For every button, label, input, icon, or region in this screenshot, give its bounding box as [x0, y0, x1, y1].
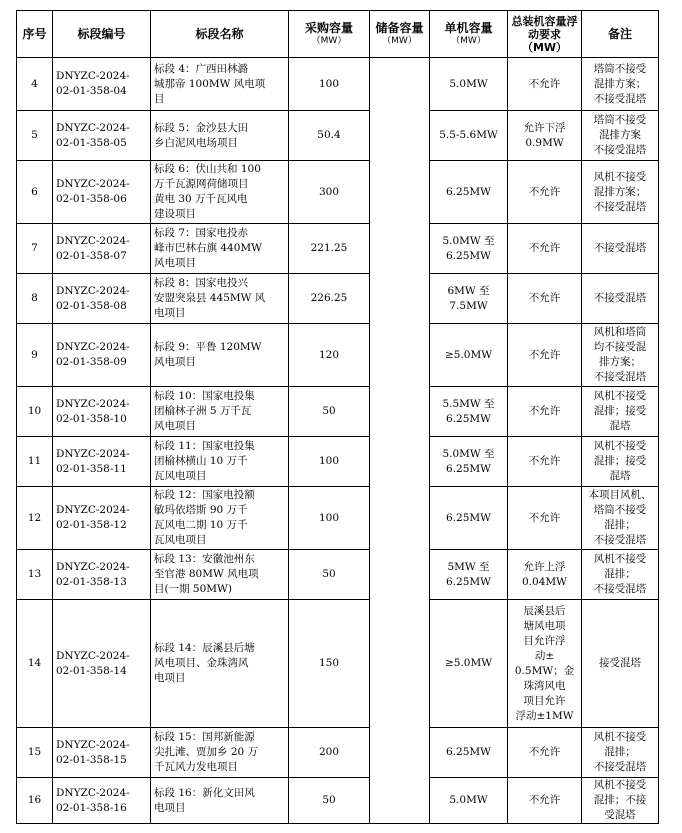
cell-name: 标段 12：国家电投额 敏玛依塔斯 90 万千 瓦风电二期 10 万千 瓦风电项目 — [151, 487, 289, 550]
cell-unit-capacity: 5.0MW 至 6.25MW — [430, 224, 508, 274]
cell-code: DNYZC-2024- 02-01-358-13 — [53, 550, 151, 600]
cell-note: 风机不接受 混排；接受 混塔 — [582, 437, 659, 487]
cell-unit-capacity: 6.25MW — [430, 728, 508, 778]
cell-unit-capacity: ≥5.0MW — [430, 324, 508, 387]
cell-seq: 16 — [17, 778, 53, 824]
table-row — [17, 600, 659, 728]
col-header-purchase — [289, 11, 370, 58]
cell-seq: 4 — [17, 58, 53, 111]
storage-unit: （MW） — [382, 36, 417, 46]
cell-float: 不允许 — [508, 437, 582, 487]
col-header-code: 标段编号 — [53, 11, 151, 58]
cell-unit-capacity: 5MW 至 6.25MW — [430, 550, 508, 600]
cell-seq: 6 — [17, 161, 53, 224]
cell-name: 标段 10：国家电投集 团榆林子洲 5 万千瓦 风电项目 — [151, 387, 289, 437]
col-header-unit-capacity — [430, 11, 508, 58]
cell-note: 塔筒不接受 混排方案； 不接受混塔 — [582, 58, 659, 111]
cell-seq: 7 — [17, 224, 53, 274]
cell-code: DNYZC-2024- 02-01-358-08 — [53, 274, 151, 324]
cell-purchase: 120 — [289, 324, 370, 387]
cell-purchase: 50 — [289, 550, 370, 600]
cell-name: 标段 15：国邦新能源 尖扎滩、贾加乡 20 万 千瓦风力发电项目 — [151, 728, 289, 778]
purchase-label: 采购容量 — [304, 21, 353, 35]
cell-name: 标段 4：广西田林潞 城那帝 100MW 风电项 目 — [151, 58, 289, 111]
cell-name: 标段 16：新化文田风 电项目 — [151, 778, 289, 824]
table-row — [17, 111, 659, 161]
cell-seq: 9 — [17, 324, 53, 387]
cell-seq: 11 — [17, 437, 53, 487]
cell-unit-capacity: 5.0MW 至 6.25MW — [430, 437, 508, 487]
col-header-storage — [370, 11, 430, 58]
cell-note: 塔筒不接受 混排方案 不接受混塔 — [582, 111, 659, 161]
unit-capacity-label: 单机容量 — [444, 21, 493, 35]
cell-name: 标段 8：国家电投兴 安盟突泉县 445MW 风 电项目 — [151, 274, 289, 324]
table-row — [17, 728, 659, 778]
cell-unit-capacity: ≥5.0MW — [430, 600, 508, 728]
cell-unit-capacity: 6MW 至 7.5MW — [430, 274, 508, 324]
cell-float: 不允许 — [508, 224, 582, 274]
cell-name: 标段 6：伏山共和 100 万千瓦源网荷储项目 黄电 30 万千瓦风电 建设项目 — [151, 161, 289, 224]
col-header-name: 标段名称 — [151, 11, 289, 58]
table-row — [17, 274, 659, 324]
cell-float: 允许下浮 0.9MW — [508, 111, 582, 161]
cell-note: 本项目风机、 塔筒不接受 混排； 不接受混塔 — [582, 487, 659, 550]
cell-name: 标段 11：国家电投集 团榆林横山 10 万千 瓦风电项目 — [151, 437, 289, 487]
cell-code: DNYZC-2024- 02-01-358-10 — [53, 387, 151, 437]
table-row — [17, 778, 659, 824]
cell-float: 不允许 — [508, 324, 582, 387]
cell-purchase: 100 — [289, 487, 370, 550]
cell-name: 标段 13：安徽池州东 至官港 80MW 风电项 目(一期 50MW) — [151, 550, 289, 600]
table-row — [17, 58, 659, 111]
cell-float: 允许上浮 0.04MW — [508, 550, 582, 600]
table-row — [17, 437, 659, 487]
cell-purchase: 226.25 — [289, 274, 370, 324]
cell-name: 标段 5：金沙县大田 乡白泥风电场项目 — [151, 111, 289, 161]
table-row — [17, 224, 659, 274]
cell-float: 不允许 — [508, 728, 582, 778]
cell-note: 风机不接受 混排方案； 不接受混塔 — [582, 161, 659, 224]
col-header-seq: 序号 — [17, 11, 53, 58]
cell-purchase: 150 — [289, 600, 370, 728]
bid-section-table — [16, 10, 659, 824]
cell-seq: 8 — [17, 274, 53, 324]
cell-code: DNYZC-2024- 02-01-358-07 — [53, 224, 151, 274]
table-row — [17, 550, 659, 600]
cell-name: 标段 7：国家电投赤 峰市巴林右旗 440MW 风电项目 — [151, 224, 289, 274]
cell-unit-capacity: 5.5MW 至 6.25MW — [430, 387, 508, 437]
cell-float: 不允许 — [508, 778, 582, 824]
cell-purchase: 221.25 — [289, 224, 370, 274]
cell-code: DNYZC-2024- 02-01-358-05 — [53, 111, 151, 161]
cell-seq: 10 — [17, 387, 53, 437]
cell-code: DNYZC-2024- 02-01-358-12 — [53, 487, 151, 550]
cell-code: DNYZC-2024- 02-01-358-04 — [53, 58, 151, 111]
purchase-unit: （MW） — [311, 36, 347, 46]
cell-float: 不允许 — [508, 161, 582, 224]
cell-note: 风机不接受 混排；接受 混塔 — [582, 387, 659, 437]
cell-purchase: 50 — [289, 778, 370, 824]
cell-float: 不允许 — [508, 487, 582, 550]
cell-note: 风机不接受 混排； 不接受混塔 — [582, 550, 659, 600]
table-row — [17, 161, 659, 224]
table-row — [17, 487, 659, 550]
cell-purchase: 50 — [289, 387, 370, 437]
cell-note: 不接受混塔 — [582, 274, 659, 324]
cell-seq: 5 — [17, 111, 53, 161]
cell-float: 不允许 — [508, 274, 582, 324]
cell-note: 风机不接受 混排； 不接受混塔 — [582, 728, 659, 778]
cell-float: 不允许 — [508, 58, 582, 111]
cell-seq: 14 — [17, 600, 53, 728]
cell-name: 标段 14：辰溪县后塘 风电项目、金珠湾风 电项目 — [151, 600, 289, 728]
cell-code: DNYZC-2024- 02-01-358-16 — [53, 778, 151, 824]
table-row — [17, 324, 659, 387]
cell-unit-capacity: 6.25MW — [430, 487, 508, 550]
cell-storage — [370, 58, 430, 824]
col-header-float: 总装机容量浮动要求（MW） — [508, 11, 582, 58]
cell-code: DNYZC-2024- 02-01-358-15 — [53, 728, 151, 778]
cell-seq: 12 — [17, 487, 53, 550]
cell-note: 不接受混塔 — [582, 224, 659, 274]
cell-code: DNYZC-2024- 02-01-358-09 — [53, 324, 151, 387]
cell-float: 不允许 — [508, 387, 582, 437]
cell-purchase: 100 — [289, 437, 370, 487]
cell-unit-capacity: 5.0MW — [430, 778, 508, 824]
cell-seq: 13 — [17, 550, 53, 600]
cell-note: 接受混塔 — [582, 600, 659, 728]
col-header-note: 备注 — [582, 11, 659, 58]
cell-note: 风机不接受 混排；不接 受混塔 — [582, 778, 659, 824]
cell-purchase: 300 — [289, 161, 370, 224]
storage-label: 储备容量 — [375, 21, 424, 35]
cell-unit-capacity: 5.5-5.6MW — [430, 111, 508, 161]
cell-purchase: 50.4 — [289, 111, 370, 161]
cell-code: DNYZC-2024- 02-01-358-14 — [53, 600, 151, 728]
cell-float: 辰溪县后 塘风电项 目允许浮 动± 0.5MW；金 珠湾风电 项目允许 浮动±1MW — [508, 600, 582, 728]
cell-purchase: 100 — [289, 58, 370, 111]
cell-purchase: 200 — [289, 728, 370, 778]
cell-seq: 15 — [17, 728, 53, 778]
cell-code: DNYZC-2024- 02-01-358-06 — [53, 161, 151, 224]
header-row — [17, 11, 659, 58]
cell-name: 标段 9：平鲁 120MW 风电项目 — [151, 324, 289, 387]
cell-code: DNYZC-2024- 02-01-358-11 — [53, 437, 151, 487]
table-row — [17, 387, 659, 437]
cell-unit-capacity: 6.25MW — [430, 161, 508, 224]
cell-note: 风机和塔筒 均不接受混 排方案； 不接受混塔 — [582, 324, 659, 387]
cell-unit-capacity: 5.0MW — [430, 58, 508, 111]
unit-capacity-unit: （MW） — [451, 36, 486, 46]
